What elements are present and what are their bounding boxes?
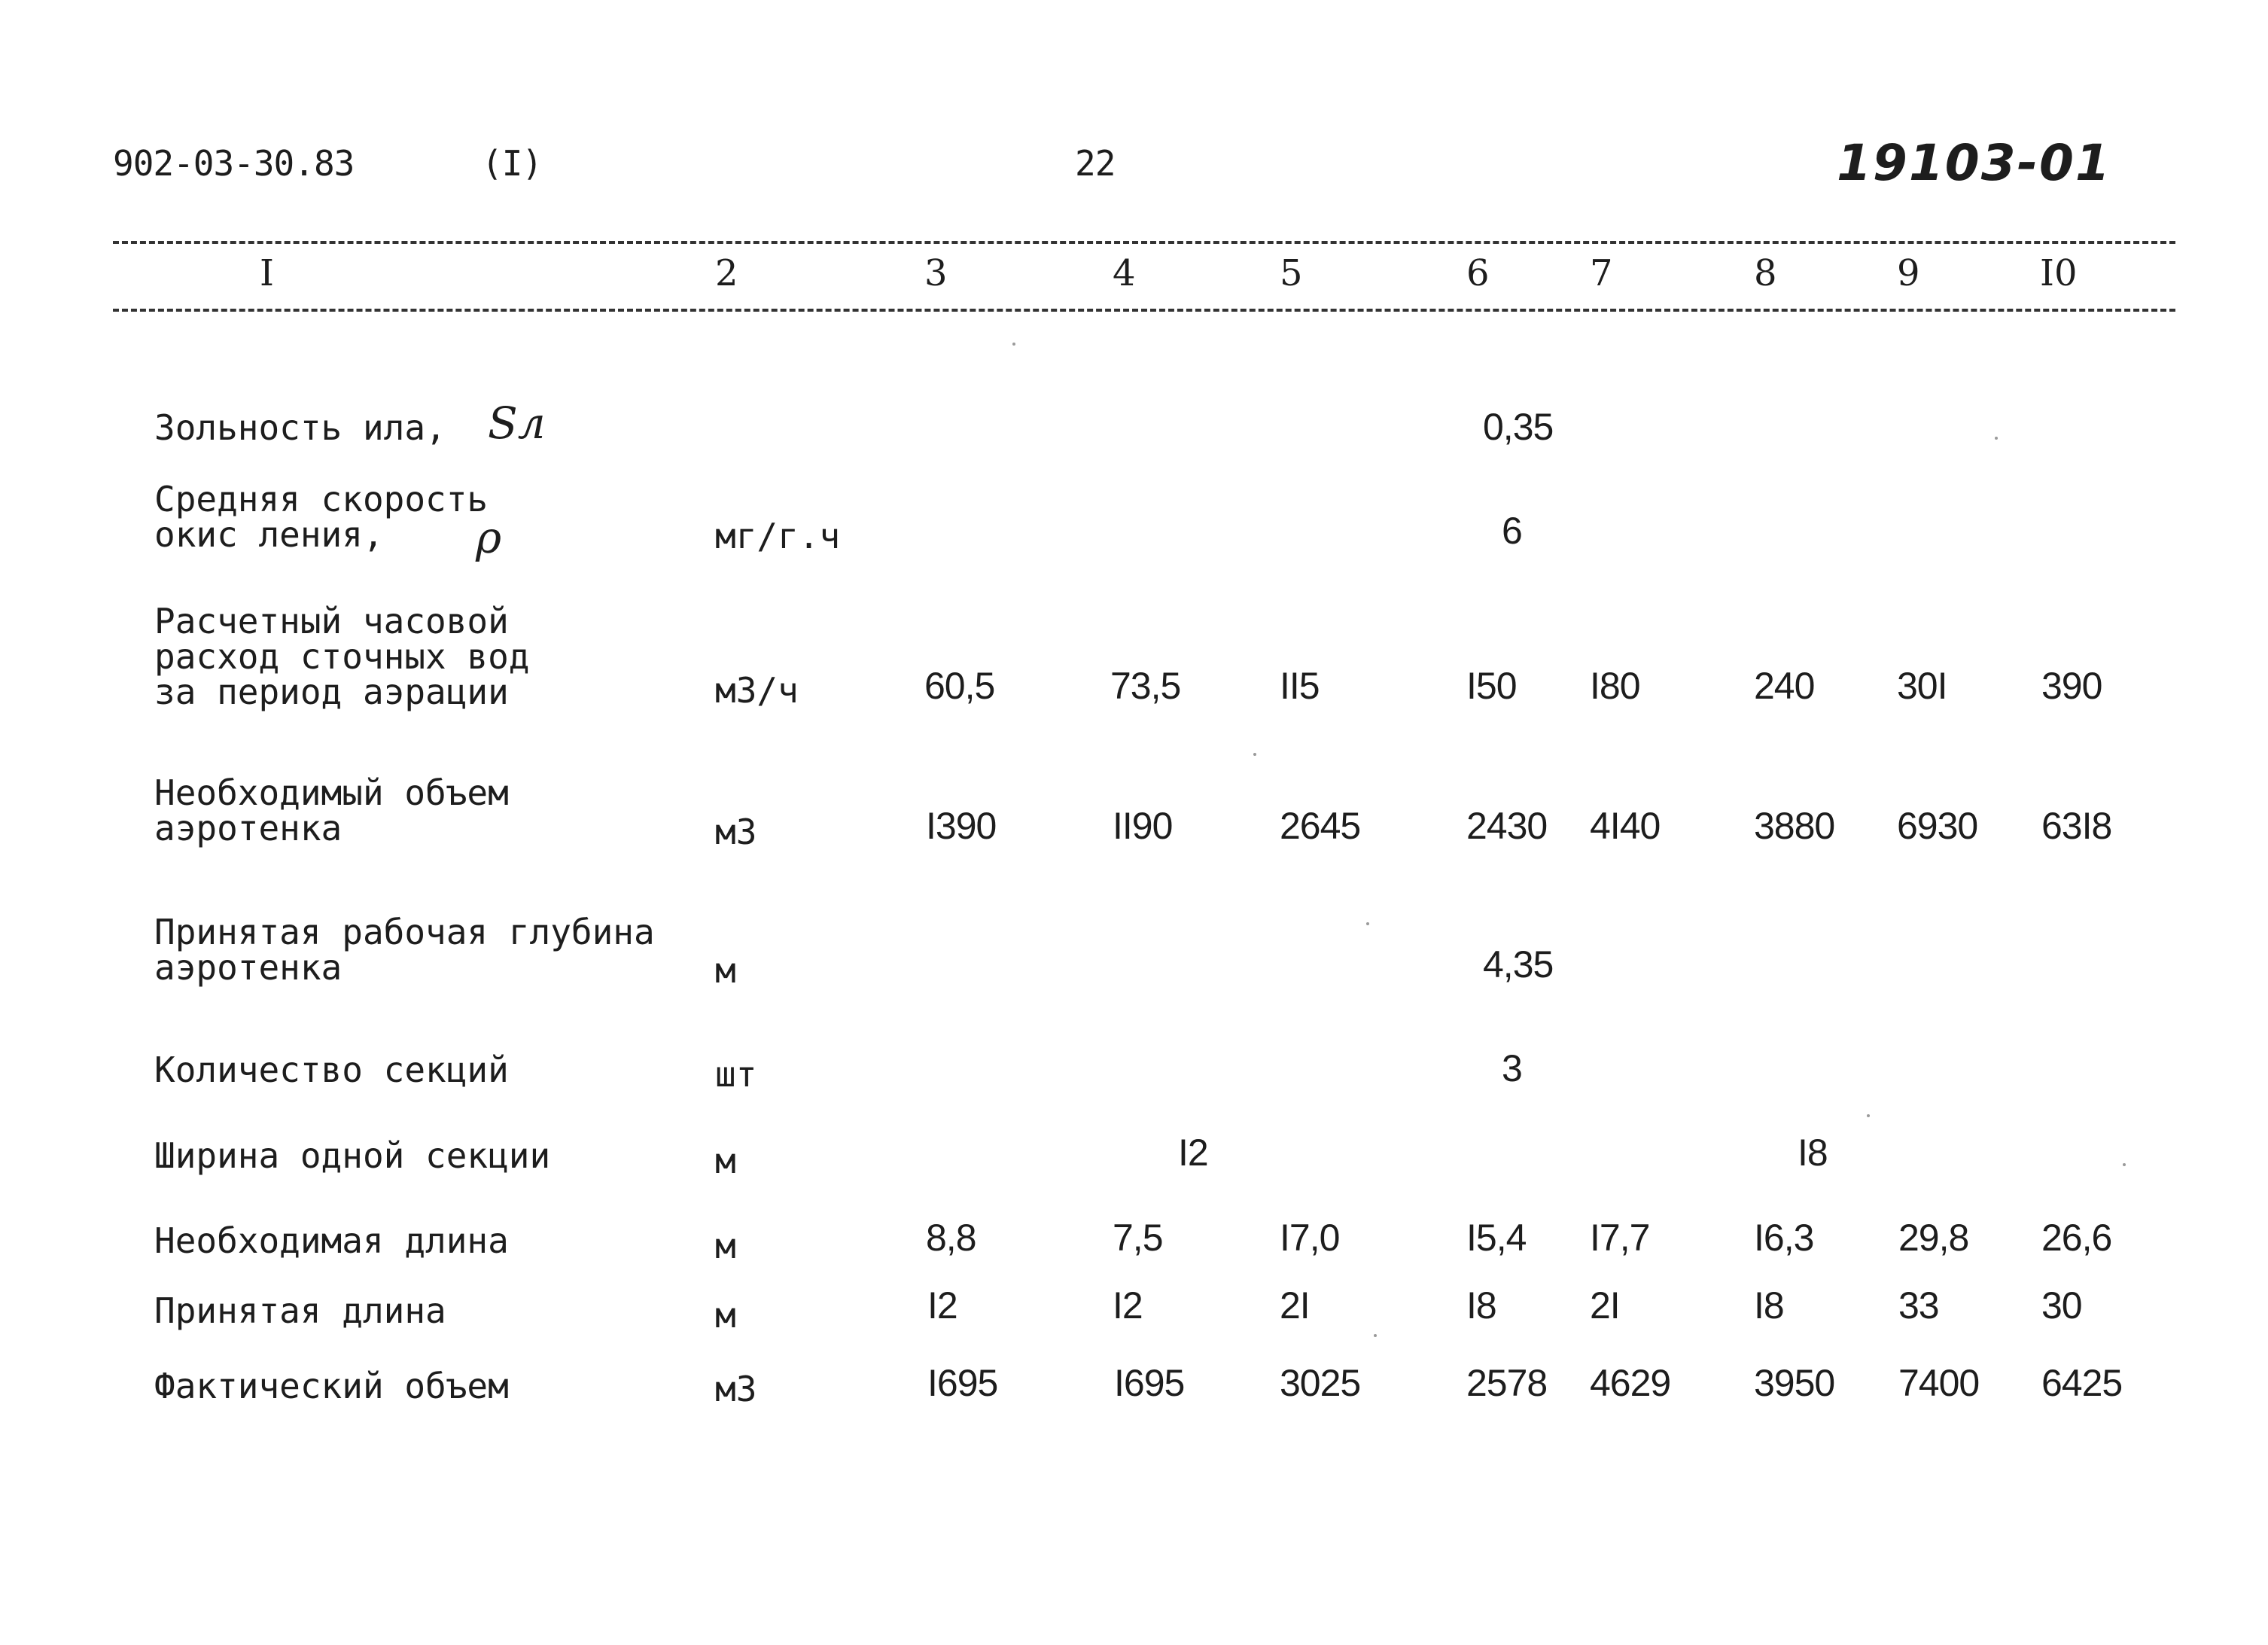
volume-actual-value: I695 <box>927 1362 998 1404</box>
column-number: 4 <box>1113 252 1136 294</box>
flow-value: 30I <box>1897 665 1947 707</box>
length-accepted-value: I8 <box>1466 1284 1496 1327</box>
row-label-volume-required: Необходимый объем аэротенка <box>154 772 509 848</box>
column-number: I <box>260 252 274 294</box>
column-number: 5 <box>1280 252 1303 294</box>
column-number: 2 <box>715 252 738 294</box>
flow-value: II5 <box>1280 665 1320 707</box>
document-number: 19103-01 <box>1837 134 2111 192</box>
sections-value: 3 <box>1502 1047 1522 1089</box>
length-required-value: 29,8 <box>1898 1217 1969 1259</box>
column-number: I0 <box>2040 252 2078 294</box>
length-required-value: I7,7 <box>1590 1217 1650 1259</box>
length-required-value: 8,8 <box>926 1217 976 1259</box>
length-accepted-value: I2 <box>1113 1284 1143 1327</box>
scan-speck <box>1995 437 1998 440</box>
column-number: 7 <box>1590 252 1613 294</box>
page-number: 22 <box>1075 143 1116 184</box>
oxidation-unit: мг/г.ч <box>715 516 841 556</box>
column-number: 3 <box>924 252 948 294</box>
oxidation-value: 6 <box>1502 510 1522 552</box>
document-part: (I) <box>482 143 543 184</box>
column-number: 6 <box>1466 252 1490 294</box>
depth-value: 4,35 <box>1483 943 1554 985</box>
width-value-large: I8 <box>1798 1132 1828 1174</box>
depth-unit: м <box>715 950 736 991</box>
length-required-value: 26,6 <box>2041 1217 2112 1259</box>
ash-value: 0,35 <box>1483 406 1554 448</box>
length-accepted-value: I2 <box>927 1284 957 1327</box>
flow-value: 73,5 <box>1110 665 1181 707</box>
length-accepted-value: I8 <box>1754 1284 1784 1327</box>
scan-speck <box>1253 753 1256 756</box>
length-accepted-value: 30 <box>2041 1284 2082 1327</box>
row-label-width: Ширина одной секции <box>154 1135 551 1176</box>
length-accepted-value: 2I <box>1280 1284 1310 1327</box>
width-unit: м <box>715 1141 736 1181</box>
length-required-unit: м <box>715 1226 736 1266</box>
volume-required-value: 2430 <box>1466 805 1548 847</box>
flow-value: I80 <box>1590 665 1640 707</box>
ash-symbol: Sл <box>488 398 546 449</box>
scan-speck <box>2123 1163 2126 1166</box>
length-required-value: 7,5 <box>1113 1217 1163 1259</box>
row-label-ash: Зольность ила, <box>154 407 446 448</box>
volume-actual-value: 7400 <box>1898 1362 1980 1404</box>
length-required-value: I5,4 <box>1466 1217 1527 1259</box>
volume-actual-value: 3950 <box>1754 1362 1835 1404</box>
length-accepted-value: 2I <box>1590 1284 1620 1327</box>
flow-value: 390 <box>2041 665 2102 707</box>
row-label-sections: Количество секций <box>154 1049 509 1090</box>
row-label-depth: Принятая рабочая глубина аэротенка <box>154 912 655 988</box>
row-label-oxidation: Средняя скорость окис ления, <box>154 479 489 555</box>
volume-required-unit: м3 <box>715 812 757 852</box>
length-required-value: I7,0 <box>1280 1217 1340 1259</box>
length-required-value: I6,3 <box>1754 1217 1814 1259</box>
column-number: 8 <box>1754 252 1777 294</box>
scan-speck <box>1012 343 1015 346</box>
length-accepted-unit: м <box>715 1295 736 1336</box>
volume-required-value: 4I40 <box>1590 805 1661 847</box>
header-rule-top <box>113 241 2175 244</box>
volume-actual-value: 3025 <box>1280 1362 1361 1404</box>
column-number: 9 <box>1897 252 1920 294</box>
row-label-length-accepted: Принятая длина <box>154 1290 446 1331</box>
sections-unit: шт <box>715 1054 757 1095</box>
volume-actual-value: 6425 <box>2041 1362 2123 1404</box>
volume-required-value: I390 <box>926 805 997 847</box>
volume-actual-value: 4629 <box>1590 1362 1671 1404</box>
width-value-small: I2 <box>1178 1132 1208 1174</box>
volume-required-value: 3880 <box>1754 805 1835 847</box>
document-code: 902-03-30.83 <box>113 143 355 184</box>
row-label-volume-actual: Фактический объем <box>154 1366 509 1406</box>
row-label-length-required: Необходимая длина <box>154 1220 509 1261</box>
volume-required-value: 6930 <box>1897 805 1978 847</box>
scan-speck <box>1867 1114 1870 1117</box>
header-rule-bottom <box>113 309 2175 312</box>
length-accepted-value: 33 <box>1898 1284 1939 1327</box>
volume-actual-value: I695 <box>1114 1362 1185 1404</box>
oxidation-symbol: ρ <box>476 512 502 563</box>
flow-value: I50 <box>1466 665 1517 707</box>
volume-required-value: 2645 <box>1280 805 1361 847</box>
flow-unit: м3/ч <box>715 670 799 711</box>
scan-speck <box>1366 922 1369 925</box>
flow-value: 60,5 <box>924 665 995 707</box>
volume-required-value: II90 <box>1113 805 1173 847</box>
volume-required-value: 63I8 <box>2041 805 2112 847</box>
volume-actual-value: 2578 <box>1466 1362 1548 1404</box>
volume-actual-unit: м3 <box>715 1369 757 1409</box>
row-label-flow: Расчетный часовой расход сточных вод за период аэрации <box>154 601 530 712</box>
scan-speck <box>1374 1334 1377 1337</box>
flow-value: 240 <box>1754 665 1815 707</box>
